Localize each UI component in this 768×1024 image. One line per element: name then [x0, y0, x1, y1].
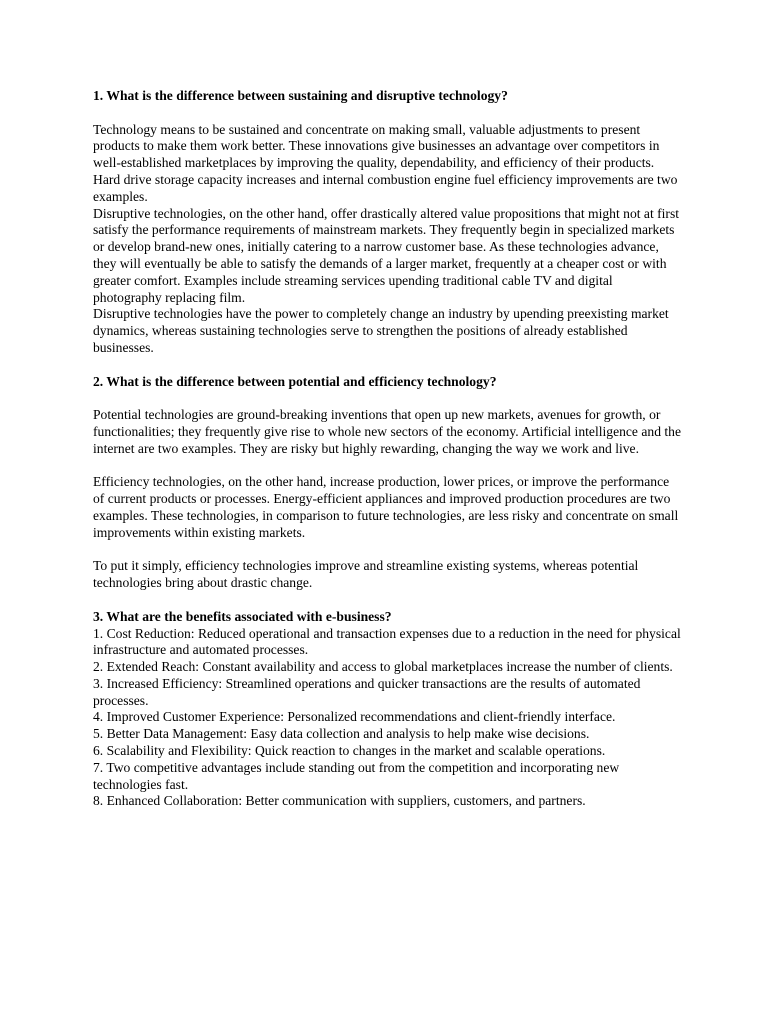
- benefit-item-1: 1. Cost Reduction: Reduced operational and transaction expenses due to a reduction in the need for physical infrastructure and automated processes.: [93, 625, 681, 658]
- benefit-item-7: 7. Two competitive advantages include standing out from the competition and incorporating new technologies fast.: [93, 759, 620, 792]
- question-1-paragraph-2: Disruptive technologies, on the other hand, offer drastically altered value propositions that might not at first satisfy the performance requirements of mainstream markets. They frequently begin in specialized markets or develop brand-new ones, initially catering to a narrow customer base. As these technologies advance, they will eventually be able to satisfy the demands of a larger market, frequently at a cheaper cost or with greater comfort. Examples include streaming services upending traditional cable TV and digital photography replacing film.: [93, 205, 680, 305]
- spacer: [93, 357, 683, 374]
- benefit-item-6: 6. Scalability and Flexibility: Quick reaction to changes in the market and scalable operations.: [93, 743, 606, 759]
- spacer: [93, 542, 683, 559]
- benefit-item-3: 3. Increased Efficiency: Streamlined operations and quicker transactions are the results of automated processes.: [93, 675, 641, 708]
- question-1-paragraph-3: Disruptive technologies have the power to completely change an industry by upending preexisting market dynamics, whereas sustaining technologies serve to strengthen the positions of already established businesses.: [93, 306, 669, 355]
- benefit-item-8: 8. Enhanced Collaboration: Better communication with suppliers, customers, and partners.: [93, 793, 586, 809]
- question-3-heading: 3. What are the benefits associated with e-business?: [93, 608, 392, 624]
- spacer: [93, 458, 683, 475]
- question-2-paragraph-3: To put it simply, efficiency technologies improve and streamline existing systems, whereas potential technologies bring about drastic change.: [93, 558, 639, 591]
- spacer: [93, 105, 683, 122]
- benefit-item-2: 2. Extended Reach: Constant availability and access to global marketplaces increase the number of clients.: [93, 659, 673, 675]
- benefit-item-5: 5. Better Data Management: Easy data collection and analysis to help make wise decisions.: [93, 726, 590, 742]
- spacer: [93, 592, 683, 609]
- benefit-item-4: 4. Improved Customer Experience: Personalized recommendations and client-friendly interface.: [93, 709, 616, 725]
- question-2-paragraph-1: Potential technologies are ground-breaking inventions that open up new markets, avenues for growth, or functionalities; they frequently give rise to whole new sectors of the economy. Artificial intelligence and the internet are two examples. They are risky but highly rewarding, changing the way we work and live.: [93, 407, 681, 456]
- question-1-paragraph-1: Technology means to be sustained and concentrate on making small, valuable adjustments to present products to make them work better. These innovations give businesses an advantage over competitors in well-established marketplaces by improving the quality, dependability, and efficiency of their products. Hard drive storage capacity increases and internal combustion engine fuel efficiency improvements are two examples.: [93, 121, 678, 204]
- spacer: [93, 390, 683, 407]
- question-2-heading: 2. What is the difference between potential and efficiency technology?: [93, 373, 497, 389]
- question-2-paragraph-2: Efficiency technologies, on the other hand, increase production, lower prices, or improve the performance of current products or processes. Energy-efficient appliances and improved production procedures are two examples. These technologies, in comparison to future technologies, are less risky and concentrate on small improvements within existing markets.: [93, 474, 679, 540]
- document-page: [93, 88, 683, 810]
- question-1-heading: 1. What is the difference between sustaining and disruptive technology?: [93, 88, 508, 103]
